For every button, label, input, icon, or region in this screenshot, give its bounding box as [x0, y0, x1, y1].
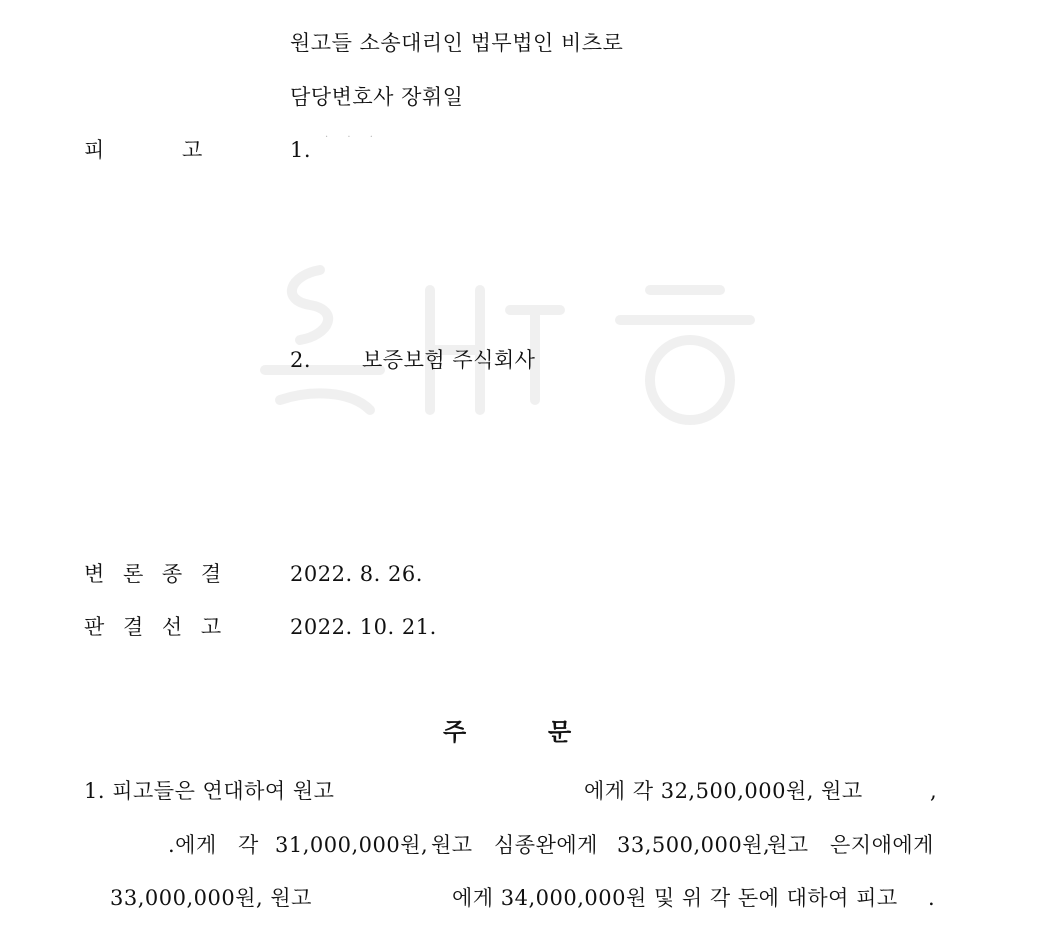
judgment-label: 판 결 선 고	[84, 615, 228, 639]
closing-date: 2022. 8. 26.	[290, 562, 423, 586]
redaction-mark: · · ·	[325, 132, 381, 143]
order-line-1-start: 1. 피고들은 연대하여 원고	[84, 779, 335, 803]
counsel-line: 원고들 소송대리인 법무법인 비츠로	[290, 31, 624, 55]
defendant-label: 피 고	[84, 138, 203, 162]
attorney-line: 담당변호사 장휘일	[290, 85, 464, 109]
order-line-3-start: 33,000,000원, 원고	[110, 886, 312, 910]
order-line-1-middle: 에게 각 32,500,000원, 원고	[584, 779, 863, 803]
defendant-item-2-name: 보증보험 주식회사	[362, 348, 536, 372]
order-line-2-h: 은지애에게	[830, 833, 934, 857]
order-line-2-a: .에게	[168, 833, 217, 857]
order-line-3-end: .	[928, 886, 936, 910]
order-line-1-end: ,	[930, 779, 938, 803]
closing-label: 변 론 종 결	[84, 562, 228, 586]
order-line-2-b: 각	[238, 833, 259, 857]
order-line-2-c: 31,000,000원,	[275, 833, 429, 857]
judgment-date: 2022. 10. 21.	[290, 615, 437, 639]
defendant-item-2-number: 2.	[290, 348, 312, 372]
order-line-2-d: 원고	[431, 833, 473, 857]
order-title-left: 주	[443, 717, 467, 746]
order-title-right: 문	[548, 717, 572, 746]
order-line-2-f: 33,500,000원,	[617, 833, 771, 857]
order-line-2-e: 심종완에게	[494, 833, 598, 857]
defendant-item-1: 1.	[290, 138, 312, 162]
order-line-2-g: 원고	[767, 833, 809, 857]
court-seal-watermark	[250, 250, 780, 430]
order-line-3-middle: 에게 34,000,000원 및 위 각 돈에 대하여 피고	[452, 886, 898, 910]
